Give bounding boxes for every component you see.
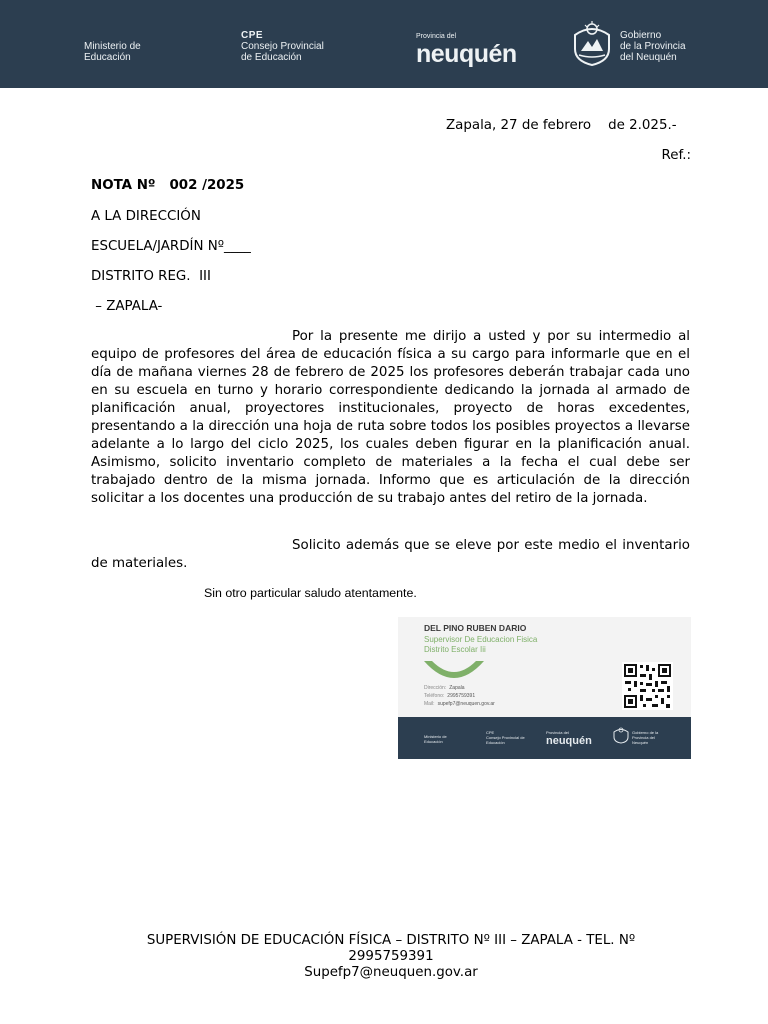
contact-value: supefp7@neuquen.gov.ar (437, 701, 495, 707)
neuquen-wordmark: neuquén (416, 40, 517, 68)
signature-card-footer (398, 717, 691, 759)
ministerio-line1: Ministerio de (84, 41, 141, 52)
card-neuquen-wordmark: neuquén (546, 735, 592, 747)
gobierno-line3: del Neuquén (620, 52, 677, 63)
cpe-abbr: CPE (241, 30, 264, 41)
contact-key: Mail: (424, 701, 435, 707)
contact-value: 2995759391 (447, 693, 476, 699)
gobierno-line1: Gobierno (620, 30, 662, 41)
neuquen-logo (416, 33, 517, 67)
signatory-role-line1: Supervisor De Educacion Fisica (424, 635, 538, 644)
contact-row (424, 701, 495, 707)
address-line: ESCUELA/JARDÍN Nº____ (91, 239, 251, 254)
card-shield-icon (612, 726, 630, 744)
page-footer (110, 933, 672, 981)
footer-email: Supefp7@neuquen.gov.ar (304, 965, 478, 980)
signature-card (398, 617, 691, 759)
nota-number: NOTA Nº 002 /2025 (91, 178, 245, 193)
provincia-small-label: Provincia del (416, 33, 457, 40)
card-gobierno-text: Gobierno de la Provincia del Neuquén (632, 730, 659, 745)
contact-value: Zapala (449, 685, 465, 691)
gobierno-logo-text (620, 30, 686, 63)
card-provincia-small: Provincia del (546, 730, 569, 735)
closing-line: Sin otro particular saludo atentamente. (204, 586, 417, 600)
cpe-line2: de Educación (241, 52, 302, 63)
footer-contact-line: SUPERVISIÓN DE EDUCACIÓN FÍSICA – DISTRITO Nº III – ZAPALA - TEL. Nº 2995759391 (146, 933, 636, 964)
letter-ref: Ref.: (661, 148, 691, 163)
body-paragraph-2: Solicito además que se eleve por este medio el inventario de materiales. (91, 538, 690, 571)
green-arc-decoration (422, 661, 486, 679)
ministerio-logo-text (84, 41, 141, 63)
letter-date: Zapala, 27 de febrero de 2.025.- (446, 118, 677, 133)
qr-code-icon (622, 662, 673, 710)
card-cpe-name: Consejo Provincial de Educación (486, 735, 525, 745)
contact-row (424, 693, 475, 699)
address-line: – ZAPALA- (91, 299, 163, 314)
provincial-shield-icon (569, 19, 615, 67)
gobierno-line2: de la Provincia (620, 41, 686, 52)
body-paragraph-1: Por la presente me dirijo a usted y por su intermedio al equipo de profesores del área de educación física a su cargo para informarle que en el día de mañana viernes 28 de febrero de 2025 los profesores deberán trabajar cada uno en su escuela en turno y horario correspondiente dedicando la jornada al armado de planificación anual, proyectores institucionales, proyecto de horas excedentes, presentando a la dirección una hoja de ruta sobre todos los posibles proyectos a llevarse adelante a lo largo del ciclo 2025, los cuales deben figurar en la planificación anual. Asimismo, solicito inventario completo de materiales a la fecha el cual debe ser trabajado dentro de la misma jornada. Informo que es articulación de la dirección solicitar a los docentes una producción de su trabajo antes del retiro de la jornada. (91, 329, 690, 506)
card-cpe-text (486, 730, 530, 745)
card-neuquen-logo (546, 730, 592, 747)
card-cpe-abbr: CPE (486, 730, 495, 735)
contact-key: Teléfono: (424, 693, 445, 699)
signatory-name: DEL PINO RUBEN DARIO (424, 623, 527, 633)
letterhead-banner (0, 0, 768, 88)
address-line: DISTRITO REG. III (91, 269, 211, 284)
contact-key: Dirección: (424, 685, 447, 691)
signatory-role-line2: Distrito Escolar Iii (424, 645, 486, 654)
ministerio-line2: Educación (84, 52, 131, 63)
address-line: A LA DIRECCIÓN (91, 209, 201, 224)
cpe-logo-text (241, 30, 324, 63)
contact-row (424, 685, 465, 691)
card-ministerio-text: Ministerio de Educación (424, 734, 447, 744)
cpe-line1: Consejo Provincial (241, 41, 324, 52)
